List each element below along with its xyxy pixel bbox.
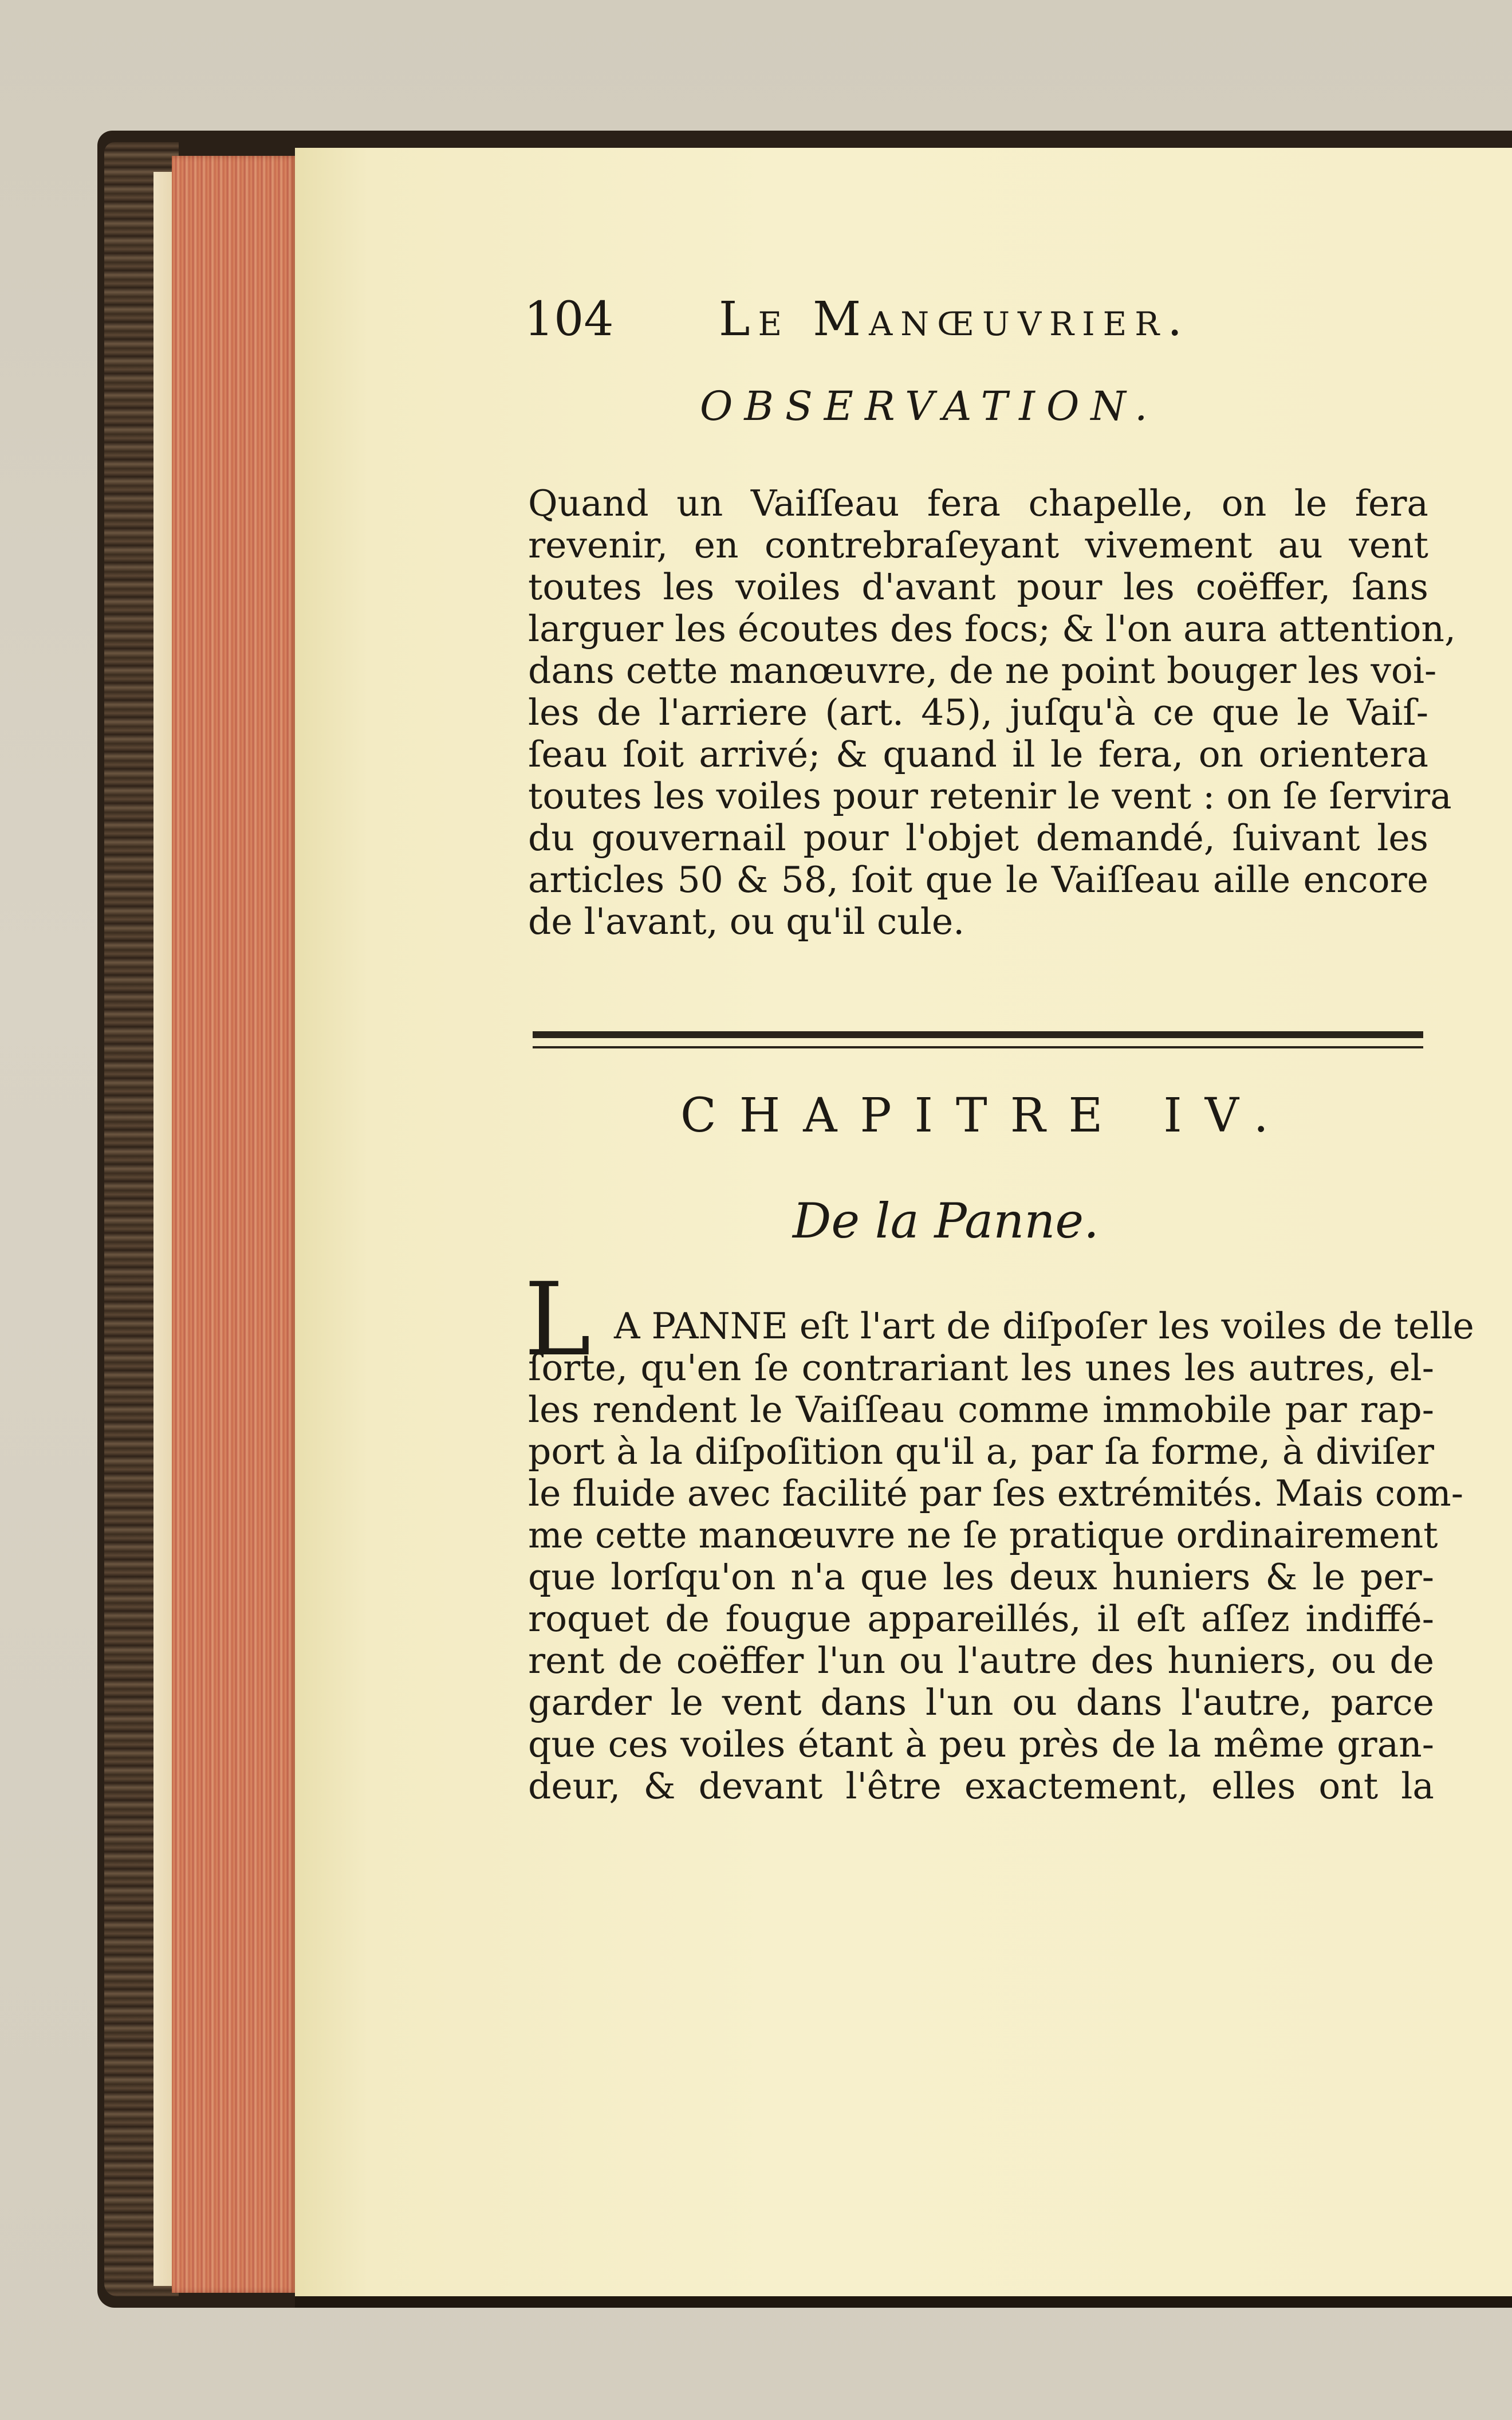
paragraph-line: le fluide avec facilité par ſes extrémités. Mais com- xyxy=(528,1472,1464,1514)
paragraph-line: toutes les voiles d'avant pour les coëffer, ſans xyxy=(528,566,1428,608)
chapter-subtitle: De la Panne. xyxy=(793,1193,1099,1249)
chapter-paragraph xyxy=(528,1305,1474,1807)
page-bottom-edge xyxy=(295,2296,1512,2308)
observation-paragraph xyxy=(528,482,1456,942)
paragraph-line: roquet de fougue appareillés, il eſt aſſez indiffé- xyxy=(528,1598,1434,1640)
paragraph-line: port à la diſpoſition qu'il a, par ſa forme, à diviſer xyxy=(528,1431,1434,1472)
chapter-heading: CHAPITRE IV. xyxy=(680,1089,1292,1143)
paragraph-line: ſeau ſoit arrivé; & quand il le fera, on orientera xyxy=(528,733,1428,775)
paragraph-line: du gouvernail pour l'objet demandé, ſuivant les xyxy=(528,817,1428,859)
paragraph-line: dans cette manœuvre, de ne point bouger les voi- xyxy=(528,650,1437,692)
section-rule-thick xyxy=(533,1031,1423,1038)
page-number: 104 xyxy=(524,292,614,347)
paragraph-line: articles 50 & 58, ſoit que le Vaiſſeau aille encore xyxy=(528,859,1428,901)
paragraph-line: que ces voiles étant à peu près de la même gran- xyxy=(528,1723,1434,1765)
paragraph-line: deur, & devant l'être exactement, elles ont la xyxy=(528,1765,1434,1807)
paragraph-line: de l'avant, ou qu'il cule. xyxy=(528,901,965,942)
paragraph-line: me cette manœuvre ne ſe pratique ordinairement xyxy=(528,1514,1438,1556)
paragraph-line: toutes les voiles pour retenir le vent : on ſe ſervira xyxy=(528,775,1452,817)
paragraph-line: les de l'arriere (art. 45), juſqu'à ce que le Vaiſ- xyxy=(528,692,1428,733)
paragraph-line: A PANNE eſt l'art de diſpoſer les voiles de telle xyxy=(614,1305,1474,1347)
paragraph-line: revenir, en contrebraſeyant vivement au vent xyxy=(528,524,1428,566)
paragraph-line: que lorſqu'on n'a que les deux huniers & le per- xyxy=(528,1556,1434,1598)
paragraph-line: garder le vent dans l'un ou dans l'autre, parce xyxy=(528,1682,1434,1723)
paragraph-line: les rendent le Vaiſſeau comme immobile par rap- xyxy=(528,1389,1434,1431)
drop-cap: L xyxy=(524,1261,591,1378)
paragraph-line: rent de coëffer l'un ou l'autre des huniers, ou de xyxy=(528,1640,1434,1682)
observation-heading: OBSERVATION. xyxy=(700,383,1159,430)
paragraph-line: larguer les écoutes des focs; & l'on aura attention, xyxy=(528,608,1456,650)
section-rule-thin xyxy=(533,1046,1423,1048)
paragraph-line: Quand un Vaiſſeau fera chapelle, on le fera xyxy=(528,482,1428,524)
fore-edge-page-block xyxy=(172,156,297,2293)
running-title: Le Manœuvrier. xyxy=(719,292,1191,347)
paragraph-line: ſorte, qu'en ſe contrariant les unes les autres, el- xyxy=(528,1347,1434,1389)
